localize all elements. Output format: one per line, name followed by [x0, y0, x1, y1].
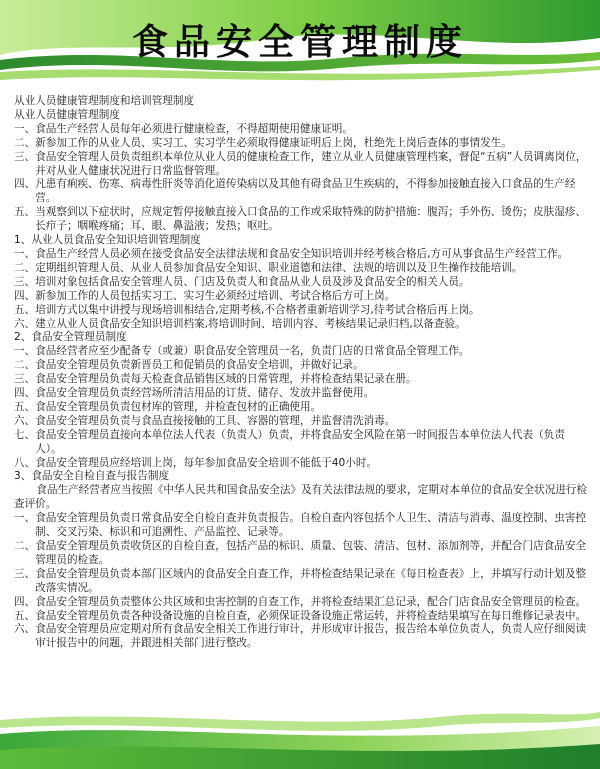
list-item: 八、 食品安全管理员应经培训上岗，每年参加食品安全培训不能低于40小时。	[14, 456, 378, 469]
list-item: 三、 食品安全管理员负责本部门区域内的食品安全自查工作，并将检查结果记录在《每日检查表》上，并填写行动计划及整改落实情况。	[14, 567, 587, 594]
list-item: 二、 新参加工作的从业人员、实习工、实习学生必须取得健康证明后上岗，杜绝先上岗后查体的事情发生。	[14, 136, 512, 149]
list-item: 三、 食品安全管理人员负责组织本单位从业人员的健康检查工作，建立从业人员健康管理档案，督促“五病”人员调离岗位，并对从业人健康状况进行日常监督管理。	[14, 150, 587, 177]
list-item: 二、 食品安全管理员负责收货区的自检自查，包括产品的标识、质量、包装、清洁、包材、添加剂等，并配合门店食品安全管理员的检查。	[14, 540, 587, 566]
list-item: 六、 建立从业人员食品安全知识培训档案,将培训时间、培训内容、考核结果记录归档,以备查验。	[14, 317, 466, 330]
list-item: 四、 新参加工作的人员包括实习工、实习生必须经过培训、考试合格后方可上岗。	[14, 289, 396, 302]
list-item: 六、 食品安全管理员应定期对所有食品安全相关工作进行审计，并形成审计报告，报告给本单位负责人，负责人应仔细阅读审计报告中的问题，并跟进相关部门进行整改。	[14, 623, 587, 650]
list-item: 五、 当观察到以下症状时，应规定暂停接触直接入口食品的工作或采取特殊的防护措施：腹泻；手外伤、烫伤；皮肤湿疹、长疖子；咽喉疼痛；耳、眼、鼻溢液；发热；呕吐。	[14, 206, 587, 233]
page-title: 食品安全管理制度	[131, 22, 468, 63]
section-heading: 3、食品安全自检自查与报告制度	[14, 470, 170, 483]
list-item: 二、 食品安全管理员负责新晋员工和促销员的食品安全培训，并做好记录。	[14, 359, 364, 372]
list-item: 一、 食品生产经营人员必须在接受食品安全法律法规和食品安全知识培训并经考核合格后,方可从事食品生产经营工作。	[14, 247, 569, 260]
section-heading: 1、从业人员食品安全知识培训管理制度	[14, 234, 201, 247]
section-intro: 食品生产经营者应当按照《中华人民共和国食品安全法》及有关法律法规的要求，定期对本单位的食品安全状况进行检查评价。	[14, 484, 588, 511]
list-item: 四、 食品安全管理员负责经营场所清洁用品的订货、储存、发放并监督使用。	[14, 387, 375, 400]
section-heading: 从业人员健康管理制度	[14, 108, 120, 121]
intro-line: 从业人员健康管理制度和培训管理制度	[14, 95, 195, 107]
section-heading: 2、食品安全管理员制度	[14, 331, 127, 344]
list-item: 五、 食品安全管理员负责各种设备设施的自检自查，必须保证设备设施正常运转，并将检查结果填写在每日维修记录表中。	[14, 609, 587, 622]
list-item: 三、 食品安全管理员负责每天检查食品销售区域的日常管理，并将检查结果记录在册。	[14, 373, 417, 386]
list-item: 五、 食品安全管理员负责包材库的管理，并检查包材的正确使用。	[14, 400, 322, 413]
document-body	[14, 95, 590, 651]
list-item: 五、 培训方式以集中讲授与现场培训相结合,定期考核,不合格者重新培训学习,待考试合格后再上岗。	[14, 303, 480, 316]
list-item: 四、 凡患有痢疾、伤寒、病毒性肝炎等消化道传染病以及其他有碍食品卫生疾病的，不得参加接触直接入口食品的生产经营。	[14, 178, 576, 205]
list-item: 一、 食品经营者应至少配备专（或兼）职食品安全管理员一名，负责门店的日常食品全管理工作。	[14, 345, 470, 358]
list-item: 一、 食品生产经营人员每年必须进行健康检查，不得超期使用健康证明。	[14, 122, 353, 135]
list-item: 七、 食品安全管理员直接向本单位法人代表（负责人）负责，并将食品安全风险在第一时间报告本单位法人代表（负责人）。	[14, 428, 565, 455]
list-item: 一、 食品安全管理员负责日常食品安全自检自查并负责报告。自检自查内容包括个人卫生、清洁与消毒、温度控制、虫害控制、交叉污染、标识和可追溯性、产品监控、记录等。	[14, 512, 587, 539]
list-item: 三、 培训对象包括食品安全管理人员、门店及负责人和食品从业人员及涉及食品安全的相关人员。	[14, 275, 470, 288]
list-item: 六、 食品安全管理员负责与食品直接接触的工具、容器的管理，并监督清洗消毒。	[14, 414, 396, 427]
list-item: 二、 定期组织管理人员、从业人员参加食品安全知识、职业道德和法律、法规的培训以及卫生操作技能培训。	[14, 261, 523, 274]
list-item: 四、 食品安全管理员负责整体公共区域和虫害控制的自查工作，并将检查结果汇总记录，配合门店食品安全管理员的检查。	[14, 595, 587, 608]
footer-wave-decoration	[0, 690, 600, 769]
